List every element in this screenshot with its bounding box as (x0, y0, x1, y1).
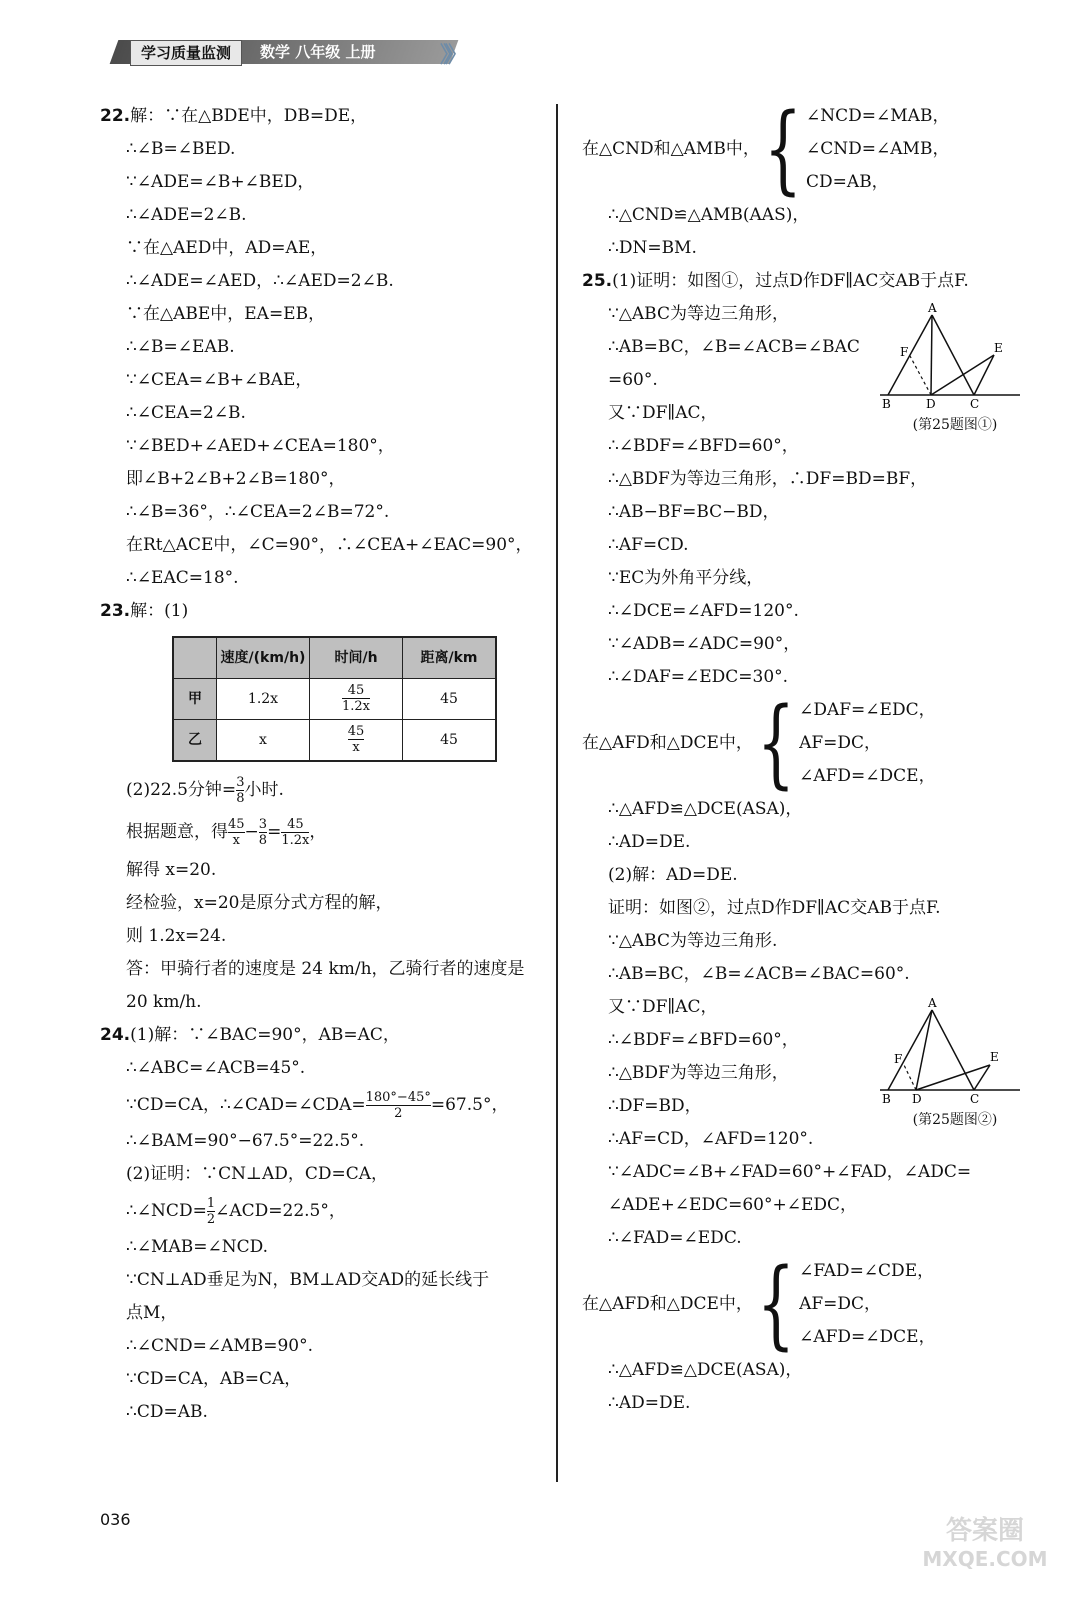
line (100, 232, 546, 265)
table-cell: 45 (403, 720, 497, 762)
triangle-figure-1 (880, 300, 1030, 410)
text: ∴AF=CD，∠AFD=120°. (608, 1129, 814, 1149)
line (100, 1191, 546, 1231)
line (100, 166, 546, 199)
brace-icon: { (763, 93, 803, 206)
side-ac (932, 315, 974, 395)
text: 答：甲骑行者的速度是 24 km/h，乙骑行者的速度是 (126, 959, 525, 979)
text: ∴∠NCD= (126, 1201, 207, 1221)
equation-system (582, 93, 1022, 206)
line (100, 1158, 546, 1191)
line (100, 920, 546, 953)
system-line: ∠AFD=∠DCE， (799, 1327, 936, 1347)
line (582, 1156, 1022, 1189)
line (100, 1085, 546, 1125)
row-label: 甲 (173, 679, 217, 720)
question-22 (100, 100, 546, 595)
text: ∴CD=AB. (126, 1402, 208, 1422)
label-a: A (928, 301, 937, 315)
system-line: ∠AFD=∠DCE， (799, 766, 936, 786)
text: ∴∠B=36°，∴∠CEA=2∠B=72°. (126, 502, 390, 522)
text: − (244, 822, 259, 842)
line (100, 1052, 546, 1085)
line (100, 1396, 546, 1429)
text: ∴△BDF为等边三角形， (608, 1063, 789, 1083)
numerator: 45 (228, 817, 245, 832)
line (582, 595, 1022, 628)
line (100, 430, 546, 463)
table-cell (310, 720, 403, 762)
line (582, 958, 1022, 991)
brace-icon: { (756, 687, 796, 800)
text: ∴∠DAF=∠EDC=30°. (608, 667, 789, 687)
line (100, 1330, 546, 1363)
numerator: 45 (347, 724, 365, 739)
question-number: 24. (100, 1025, 131, 1045)
text: ∵EC为外角平分线， (608, 568, 764, 588)
side-ab (888, 315, 932, 395)
text: ∴DF=BD， (608, 1096, 702, 1116)
line (100, 562, 546, 595)
text: ∵∠CEA=∠B+∠BAE， (126, 370, 313, 390)
line (582, 562, 1022, 595)
line (100, 463, 546, 496)
label-e: E (990, 1050, 999, 1064)
text: ∴∠BAM=90°−67.5°=22.5°. (126, 1131, 365, 1151)
line (100, 331, 546, 364)
text: ∴AB=BC，∠B=∠ACB=∠BAC (608, 337, 860, 357)
text: ∴AD=DE. (608, 832, 691, 852)
figure-caption: (第25题图②) (912, 1112, 998, 1128)
line (100, 265, 546, 298)
line (100, 298, 546, 331)
line (582, 529, 1022, 562)
denominator: 1.2x (281, 833, 310, 848)
line (100, 496, 546, 529)
label-f: F (894, 1052, 903, 1066)
line (100, 1125, 546, 1158)
table-cell (310, 679, 403, 720)
text: (1)证明：如图①，过点D作DF∥AC交AB于点F. (612, 271, 969, 291)
question-number: 23. (100, 601, 131, 621)
line (100, 529, 546, 562)
text: 即∠B+2∠B+2∠B=180°， (126, 469, 346, 489)
text: 经检验，x=20是原分式方程的解， (126, 893, 393, 913)
fraction (281, 817, 309, 848)
line (582, 1189, 1022, 1222)
text: ∴∠BDF=∠BFD=60°， (608, 1030, 799, 1050)
text: 则 1.2x=24. (126, 926, 227, 946)
label-b: B (882, 1092, 891, 1105)
text: ∵∠ADC=∠B+∠FAD=60°+∠FAD，∠ADC= (608, 1162, 972, 1182)
system-line: CD=AB， (806, 172, 889, 192)
label-a: A (928, 996, 937, 1010)
numerator: 45 (281, 817, 309, 833)
line (582, 925, 1022, 958)
watermark-line-2: MXQE.COM (922, 1547, 1048, 1571)
line (100, 1297, 546, 1330)
question-25-c (582, 1354, 1022, 1420)
line (582, 1354, 1022, 1387)
table-cell: 1.2x (217, 679, 310, 720)
page-number: 036 (100, 1510, 131, 1529)
line (100, 364, 546, 397)
text: 解得 x=20. (126, 860, 217, 880)
line (100, 1019, 546, 1052)
table-header (173, 637, 217, 679)
text: ∠ACD=22.5°， (215, 1201, 346, 1221)
table-row (173, 679, 496, 720)
question-23-rest (100, 854, 546, 1019)
header-arrows-icon: 》》 (440, 42, 462, 68)
text: ∴△AFD≌△DCE(ASA)， (608, 1360, 803, 1380)
fraction (207, 1196, 215, 1227)
text: ∵CD=CA，AB=CA， (126, 1369, 302, 1389)
denominator: 8 (258, 833, 268, 848)
line (100, 397, 546, 430)
table-cell: x (217, 720, 310, 762)
text: ∴△BDF为等边三角形，∴DF=BD=BF， (608, 469, 928, 489)
text: ∴∠ADE=2∠B. (126, 205, 247, 225)
denominator: 8 (236, 791, 245, 806)
text: ∴∠MAB=∠NCD. (126, 1237, 269, 1257)
question-24-b (100, 1125, 546, 1191)
line (582, 232, 1022, 265)
text: 证明：如图②，过点D作DF∥AC交AB于点F. (608, 898, 941, 918)
line (100, 770, 546, 810)
table-header: 时间/h (310, 637, 403, 679)
text: ∵△ABC为等边三角形， (608, 304, 789, 324)
text: ∴AD=DE. (608, 1393, 691, 1413)
denominator: 1.2x (341, 699, 370, 714)
text: 解：∵在△BDE中，DB=DE， (130, 106, 368, 126)
segment-df (904, 1065, 916, 1090)
line: 解：(1) (130, 601, 189, 621)
denominator: 2 (394, 1106, 403, 1121)
label-b: B (882, 397, 891, 410)
line (582, 1222, 1022, 1255)
label-d: D (912, 1092, 922, 1105)
system-line: ∠CND=∠AMB， (806, 139, 950, 159)
text: 在Rt△ACE中，∠C=90°，∴∠CEA+∠EAC=90°， (126, 535, 533, 555)
line (100, 1231, 546, 1264)
text: 又∵DF∥AC， (608, 997, 718, 1017)
fraction (342, 683, 370, 714)
triangle-figure-2 (880, 995, 1030, 1105)
watermark (900, 1510, 1070, 1590)
text: ∵CD=CA，∴∠CAD=∠CDA= (126, 1095, 366, 1115)
text: ∴∠EAC=18°. (126, 568, 239, 588)
line (582, 463, 1022, 496)
speed-table (172, 636, 497, 762)
line (100, 199, 546, 232)
header-subject: 数学 八年级 上册 (260, 43, 376, 61)
segment-df (910, 356, 931, 395)
watermark-line-1: 答案圈 (945, 1516, 1024, 1546)
right-block-1 (582, 199, 1022, 265)
table-cell: 45 (403, 679, 497, 720)
fraction (366, 1090, 431, 1121)
text: ∠ADE+∠EDC=60°+∠EDC， (608, 1195, 858, 1215)
text: 小时. (244, 780, 284, 800)
text: ∴∠B=∠BED. (126, 139, 236, 159)
line (582, 496, 1022, 529)
system-line: ∠FAD=∠CDE， (799, 1261, 935, 1281)
text: ∵△ABC为等边三角形. (608, 931, 778, 951)
text: (2)证明：∵CN⊥AD，CD=CA， (126, 1164, 389, 1184)
system-line: AF=DC， (799, 733, 882, 753)
text: ∴AB=BC，∠B=∠ACB=∠BAC=60°. (608, 964, 910, 984)
text: ∴△AFD≌△DCE(ASA)， (608, 799, 803, 819)
line (100, 1363, 546, 1396)
text: ∵∠ADE=∠B+∠BED， (126, 172, 315, 192)
equation-system (582, 1248, 1022, 1361)
denominator: x (352, 740, 360, 755)
line (582, 265, 1022, 298)
right-column (582, 93, 1022, 1420)
line (100, 854, 546, 887)
fraction (228, 817, 245, 848)
text: ∵∠BED+∠AED+∠CEA=180°， (126, 436, 395, 456)
line (582, 628, 1022, 661)
text: ∴∠DCE=∠AFD=120°. (608, 601, 799, 621)
numerator: 180°−45° (365, 1090, 431, 1105)
fraction (259, 817, 267, 848)
text: (2)解：AD=DE. (608, 865, 738, 885)
text: ∴AB−BF=BC−BD， (608, 502, 780, 522)
text: ∴∠B=∠EAB. (126, 337, 235, 357)
line (100, 887, 546, 920)
table-header: 速度/(km/h) (217, 637, 310, 679)
table-row (173, 720, 496, 762)
numerator: 3 (236, 775, 245, 790)
text: ∵在△ABE中，EA=EB， (126, 304, 326, 324)
figure-25-1 (880, 300, 1030, 434)
question-23-head (100, 595, 546, 628)
line (100, 133, 546, 166)
text: 在△AFD和△DCE中， (582, 733, 753, 753)
text: ∴∠ADE=∠AED，∴∠AED=2∠B. (126, 271, 394, 291)
text: 根据题意，得 (126, 822, 228, 842)
row-label: 乙 (173, 720, 217, 762)
text: ∴∠BDF=∠BFD=60°， (608, 436, 799, 456)
line (582, 793, 1022, 826)
text: ， (309, 822, 327, 842)
left-column (100, 100, 546, 1429)
text: ∵在△AED中，AD=AE， (126, 238, 328, 258)
line (582, 892, 1022, 925)
text: 在△CND和△AMB中， (582, 139, 760, 159)
numerator: 1 (206, 1196, 216, 1211)
line (582, 1387, 1022, 1420)
label-c: C (970, 1092, 980, 1105)
text: 20 km/h. (126, 992, 202, 1012)
system-line: ∠NCD=∠MAB， (806, 106, 950, 126)
system-line: AF=DC， (799, 1294, 882, 1314)
line (100, 1264, 546, 1297)
figure-25-2 (880, 995, 1030, 1129)
line (100, 810, 546, 854)
text: ∴∠ABC=∠ACB=45°. (126, 1058, 306, 1078)
text: =67.5°， (430, 1095, 509, 1115)
segment-ad (931, 315, 932, 395)
numerator: 3 (258, 817, 268, 832)
question-24-c (100, 1231, 546, 1429)
question-number: 22. (100, 106, 131, 126)
text: 在△AFD和△DCE中， (582, 1294, 753, 1314)
question-number: 25. (582, 271, 613, 291)
label-f: F (900, 345, 909, 359)
text: ∴AF=CD. (608, 535, 689, 555)
question-24-a (100, 1019, 546, 1085)
system-list (806, 100, 949, 199)
line (582, 859, 1022, 892)
system-list (799, 1255, 935, 1354)
fraction (348, 724, 365, 755)
line (100, 100, 546, 133)
table-header-row (173, 637, 496, 679)
header-tag: 学习质量监测 (130, 40, 242, 66)
line (582, 199, 1022, 232)
text: 点M， (126, 1303, 178, 1323)
text: ∴△CND≌△AMB(AAS)， (608, 205, 810, 225)
line (100, 953, 546, 986)
line (582, 430, 1022, 463)
text: (2)22.5分钟= (126, 780, 237, 800)
equation-system (582, 687, 1022, 800)
text: 又∵DF∥AC， (608, 403, 718, 423)
brace-icon: { (756, 1248, 796, 1361)
text: ∴∠CEA=2∠B. (126, 403, 246, 423)
segment-ce (974, 1065, 990, 1090)
text: ∵∠ADB=∠ADC=90°， (608, 634, 801, 654)
line (582, 661, 1022, 694)
table-header: 距离/km (403, 637, 497, 679)
denominator: x (232, 833, 240, 848)
figure-caption: (第25题图①) (912, 417, 998, 433)
line (582, 826, 1022, 859)
text: =60°. (608, 370, 658, 390)
numerator: 45 (342, 683, 370, 699)
line (100, 986, 546, 1019)
segment-de (916, 1065, 990, 1090)
denominator: 2 (206, 1212, 216, 1227)
label-c: C (970, 397, 980, 410)
text: ∵CN⊥AD垂足为N，BM⊥AD交AD的延长线于 (126, 1270, 490, 1290)
text: ∴DN=BM. (608, 238, 697, 258)
system-line: ∠DAF=∠EDC， (799, 700, 936, 720)
system-list (799, 694, 935, 793)
text: ∴∠CND=∠AMB=90°. (126, 1336, 314, 1356)
label-d: D (926, 397, 936, 410)
label-e: E (994, 341, 1003, 355)
segment-ad (916, 1010, 932, 1090)
text: (1)解：∵∠BAC=90°，AB=AC， (130, 1025, 400, 1045)
header (100, 34, 520, 70)
column-divider (556, 104, 558, 1482)
text: = (267, 822, 282, 842)
text: ∴∠FAD=∠EDC. (608, 1228, 742, 1248)
